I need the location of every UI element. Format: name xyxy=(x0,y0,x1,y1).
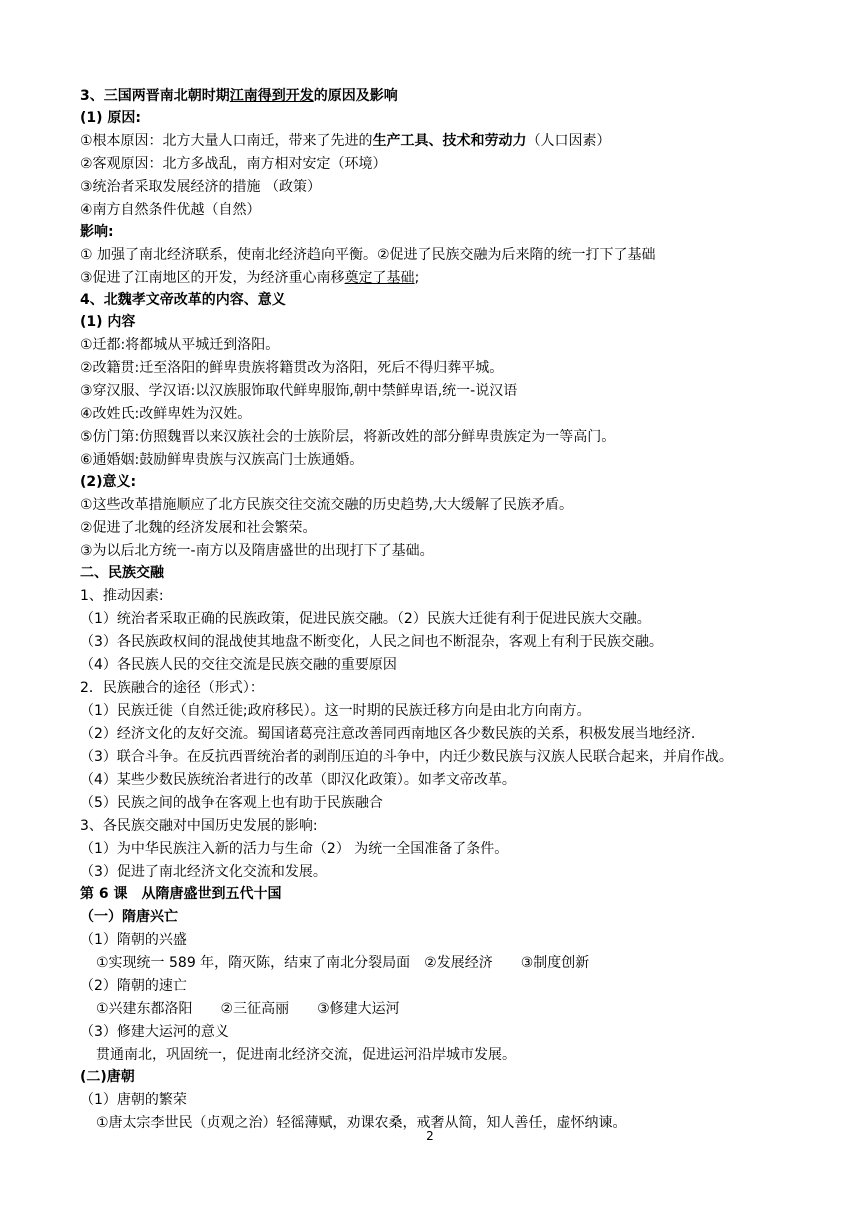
ways-item-5: （5）民族之间的战争在客观上也有助于民族融合 xyxy=(80,795,383,811)
tang-heading: (二)唐朝 xyxy=(80,1069,135,1085)
impact-heading: 3、各民族交融对中国历史发展的影响: xyxy=(80,818,318,834)
factors-item-3: （4）各民族人民的交往交流是民族交融的重要原因 xyxy=(80,657,397,673)
sui-rise-heading: （1）隋朝的兴盛 xyxy=(80,932,187,948)
content-heading: (1) 内容 xyxy=(80,314,136,330)
section-3-title: 3、三国两晋南北朝时期江南得到开发的原因及影响 xyxy=(80,88,398,104)
sui-tang-heading: （一）隋唐兴亡 xyxy=(80,909,178,925)
reason-item-4: ④南方自然条件优越（自然） xyxy=(80,202,261,218)
page-number: 2 xyxy=(426,1129,434,1143)
meaning-item-2: ②促进了北魏的经济发展和社会繁荣。 xyxy=(80,520,317,536)
meaning-item-3: ③为以后北方统一-南方以及隋唐盛世的出现打下了基础。 xyxy=(80,543,434,559)
impact-item-1: （1）为中华民族注入新的活力与生命（2） 为统一全国准备了条件。 xyxy=(80,841,509,857)
content-item-6: ⑥通婚姻:鼓励鲜卑贵族与汉族高门士族通婚。 xyxy=(80,452,364,468)
content-item-1: ①迁都:将都城从平城迁到洛阳。 xyxy=(80,337,280,353)
tang-prosperity-item: ①唐太宗李世民（贞观之治）轻徭薄赋，劝课农桑，戒奢从简，知人善任，虚怀纳谏。 xyxy=(96,1115,627,1131)
content-item-5: ⑤仿门第:仿照魏晋以来汉族社会的士族阶层，将新改姓的部分鲜卑贵族定为一等高门。 xyxy=(80,429,616,445)
effect-heading: 影响: xyxy=(80,224,114,240)
reason-item-3: ③统治者采取发展经济的措施 （政策） xyxy=(80,179,321,195)
meaning-item-1: ①这些改革措施顺应了北方民族交往交流交融的历史趋势,大大缓解了民族矛盾。 xyxy=(80,497,573,513)
effect-item-2: ③促进了江南地区的开发，为经济重心南移奠定了基础; xyxy=(80,270,420,286)
canal-significance: 贯通南北，巩固统一，促进南北经济交流，促进运河沿岸城市发展。 xyxy=(96,1047,516,1063)
canal-heading: （3）修建大运河的意义 xyxy=(80,1024,229,1040)
ways-heading: 2．民族融合的途径（形式）： xyxy=(80,680,264,696)
sui-fall-heading: （2）隋朝的速亡 xyxy=(80,978,187,994)
ways-item-4: （4）某些少数民族统治者进行的改革（即汉化政策）。如孝文帝改革。 xyxy=(80,772,516,788)
impact-item-2: （3）促进了南北经济文化交流和发展。 xyxy=(80,864,327,880)
sui-fall-items: ①兴建东都洛阳 ②三征高丽 ③修建大运河 xyxy=(96,1001,400,1017)
factors-item-1: （1）统治者采取正确的民族政策，促进民族交融。（2）民族大迁徙有利于促进民族大交融。 xyxy=(80,611,651,627)
factors-item-2: （3）各民族政权间的混战使其地盘不断变化，人民之间也不断混杂，客观上有利于民族交融。 xyxy=(80,634,663,650)
reason-heading: (1) 原因: xyxy=(80,110,142,126)
effect-item-1: ① 加强了南北经济联系，使南北经济趋向平衡。②促进了民族交融为后来隋的统一打下了基础 xyxy=(80,247,656,263)
section-ethnic-title: 二、民族交融 xyxy=(80,565,164,581)
tang-prosperity-heading: （1）唐朝的繁荣 xyxy=(80,1092,187,1108)
content-item-2: ②改籍贯:迁至洛阳的鲜卑贵族将籍贯改为洛阳，死后不得归葬平城。 xyxy=(80,360,504,376)
content-item-3: ③穿汉服、学汉语:以汉族服饰取代鲜卑服饰,朝中禁鲜卑语,统一-说汉语 xyxy=(80,383,518,399)
sui-rise-items: ①实现统一 589 年，隋灭陈，结束了南北分裂局面 ②发展经济 ③制度创新 xyxy=(96,955,590,971)
section-4-title: 4、北魏孝文帝改革的内容、意义 xyxy=(80,292,286,308)
reason-item-1: ①根本原因：北方大量人口南迁，带来了先进的生产工具、技术和劳动力（人口因素） xyxy=(80,133,611,149)
ways-item-2: （2）经济文化的友好交流。蜀国诸葛亮注意改善同西南地区各少数民族的关系，积极发展当地经济. xyxy=(80,726,696,742)
ways-item-1: （1）民族迁徙（自然迁徙;政府移民）。这一时期的民族迁移方向是由北方向南方。 xyxy=(80,703,591,719)
meaning-heading: (2)意义: xyxy=(80,474,137,490)
reason-item-2: ②客观原因：北方多战乱，南方相对安定（环境） xyxy=(80,156,387,172)
underlined-text: 江南得到开发 xyxy=(229,88,314,104)
ways-item-3: （3）联合斗争。在反抗西晋统治者的剥削压迫的斗争中，内迁少数民族与汉族人民联合起来，并肩作战。 xyxy=(80,749,733,765)
content-item-4: ④改姓氏:改鲜卑姓为汉姓。 xyxy=(80,406,252,422)
lesson-6-title: 第 6 课 从隋唐盛世到五代十国 xyxy=(80,886,282,902)
factors-heading: 1、推动因素: xyxy=(80,588,164,604)
